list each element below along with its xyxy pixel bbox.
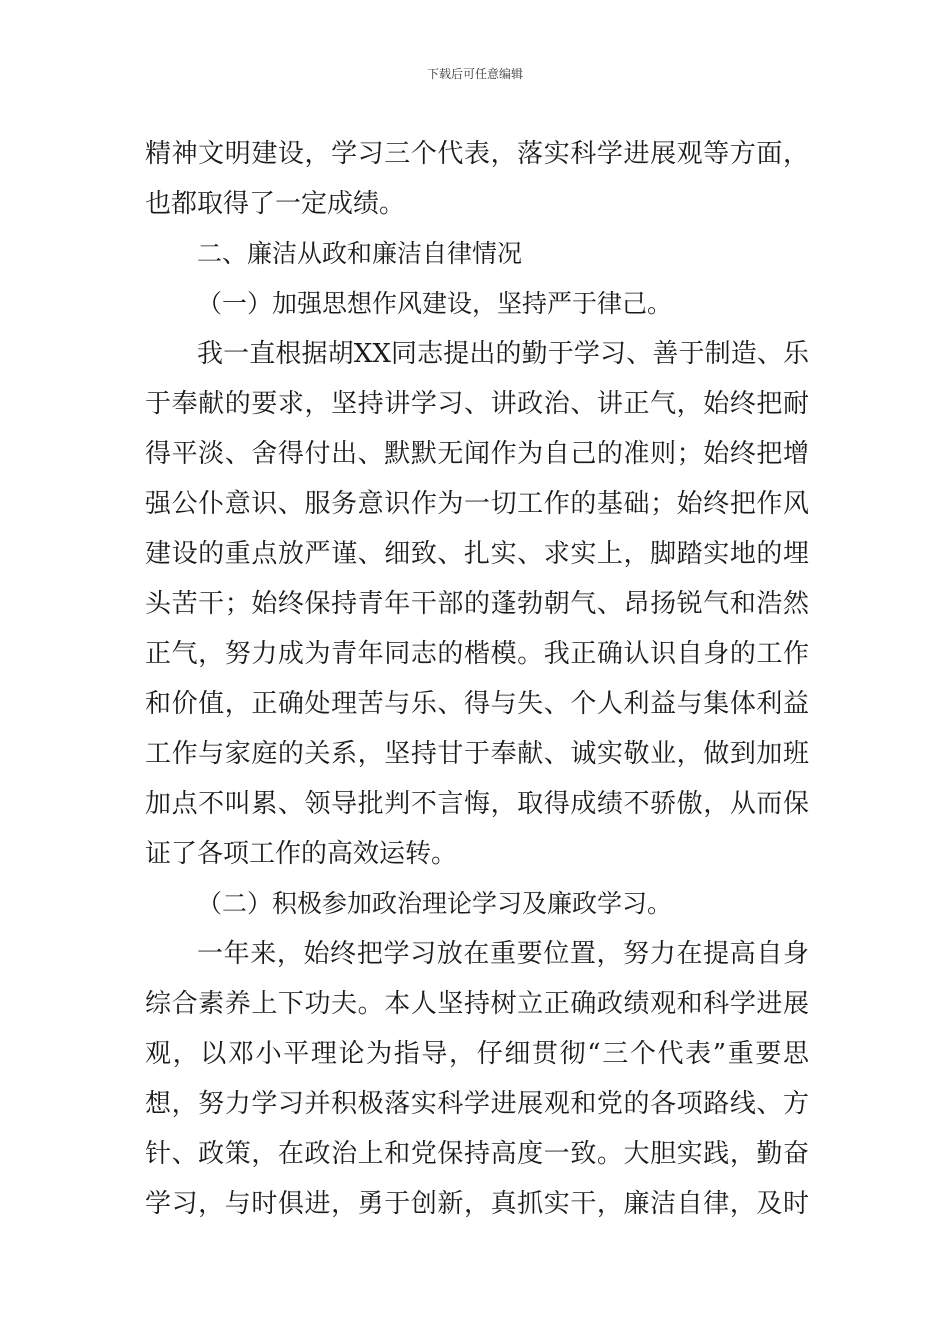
document-body — [145, 129, 809, 1229]
text-line: 工作与家庭的关系，坚持甘于奉献、诚实敬业，做到加班 — [145, 739, 809, 769]
text-line: 正气，努力成为青年同志的楷模。我正确认识自身的工作 — [145, 639, 809, 669]
text-line: 一年来，始终把学习放在重要位置，努力在提高自身 — [197, 939, 809, 969]
text-line: 建设的重点放严谨、细致、扎实、求实上，脚踏实地的埋 — [145, 539, 809, 569]
text-line: 头苦干；始终保持青年干部的蓬勃朝气、昂扬锐气和浩然 — [145, 589, 809, 619]
page-header: 下载后可任意编辑 — [426, 67, 523, 81]
text-line: 学习，与时俱进，勇于创新，真抓实干，廉洁自律，及时 — [145, 1189, 809, 1219]
text-line: 于奉献的要求，坚持讲学习、讲政治、讲正气，始终把耐 — [145, 389, 809, 419]
text-line: 针、政策，在政治上和党保持高度一致。大胆实践，勤奋 — [145, 1139, 809, 1169]
text-line: 综合素养上下功夫。本人坚持树立正确政绩观和科学进展 — [145, 989, 809, 1019]
text-line: 得平淡、舍得付出、默默无闻作为自己的准则；始终把增 — [145, 439, 809, 469]
text-line: 观，以邓小平理论为指导，仔细贯彻“三个代表”重要思 — [145, 1039, 809, 1069]
text-line: 强公仆意识、服务意识作为一切工作的基础；始终把作风 — [145, 489, 809, 519]
text-line: 想，努力学习并积极落实科学进展观和党的各项路线、方 — [145, 1089, 809, 1119]
text-line: 我一直根据胡XX同志提出的勤于学习、善于制造、乐 — [197, 339, 809, 369]
text-line: 精神文明建设，学习三个代表，落实科学进展观等方面， — [145, 139, 809, 169]
text-line: 证了各项工作的高效运转。 — [145, 839, 458, 869]
text-line: 加点不叫累、领导批判不言悔，取得成绩不骄傲，从而保 — [145, 789, 809, 819]
text-line: 也都取得了一定成绩。 — [145, 189, 406, 219]
subsection-heading: （二）积极参加政治理论学习及廉政学习。 — [197, 889, 673, 918]
text-line: 和价值，正确处理苦与乐、得与失、个人利益与集体利益 — [145, 689, 809, 719]
section-heading: 二、廉洁从政和廉洁自律情况 — [197, 239, 523, 268]
subsection-heading: （一）加强思想作风建设，坚持严于律己。 — [197, 289, 673, 318]
